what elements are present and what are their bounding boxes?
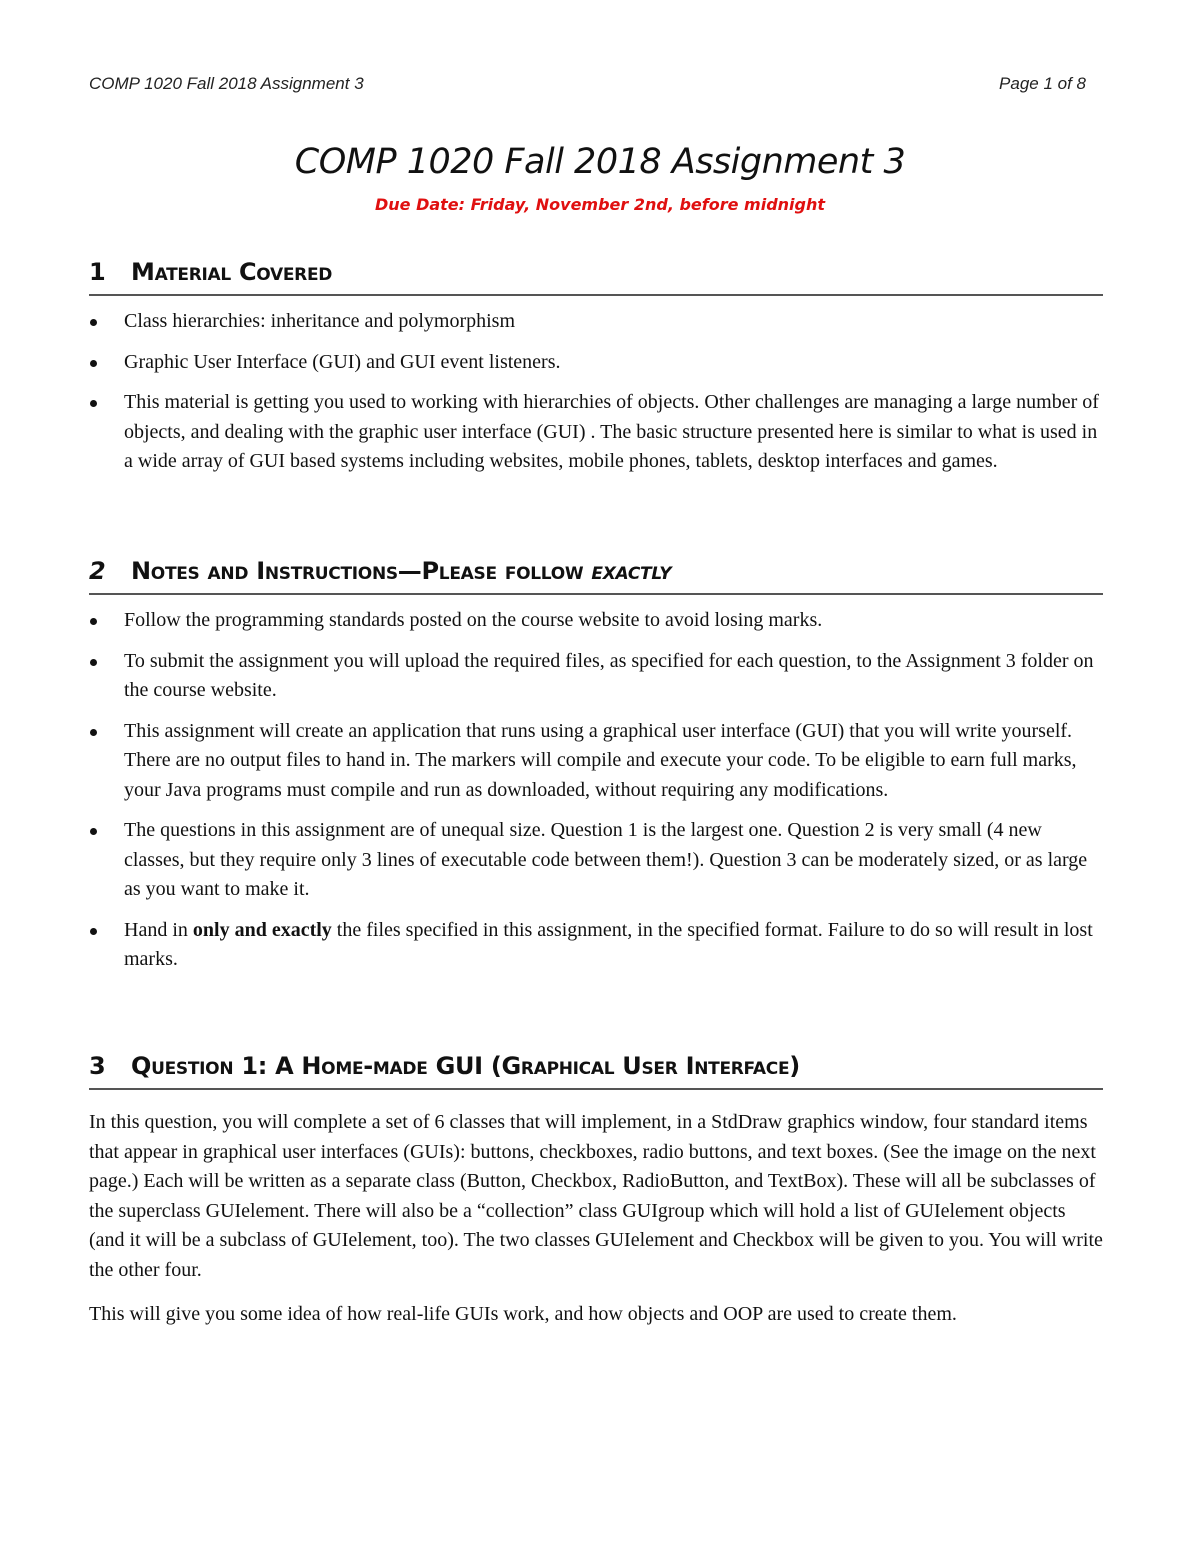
section-material-covered: [89, 258, 1103, 477]
list-item: [89, 606, 1103, 636]
list-item: [89, 916, 1103, 975]
list-item-text: This material is getting you used to working with hierarchies of objects. Other challenges are managing a large number of objects, and dealing with the graphic user interface (GUI) . The basic structure presented here is similar to what is used in a wide array of GUI based systems including websites, mobile phones, tablets, desktop interfaces and games.: [124, 391, 1099, 472]
list-item-text: Follow the programming standards posted on the course website to avoid losing marks.: [124, 609, 823, 631]
list-item-text: the files specified in this assignment, in the specified format. Failure to do so will result in lost marks.: [124, 918, 1093, 970]
due-date: Due Date: Friday, November 2nd, before midnight: [374, 195, 826, 214]
paragraph: In this question, you will complete a set of 6 classes that will implement, in a StdDraw graphics window, four standard items that appear in graphical user interfaces (GUIs): buttons, checkboxes, radio buttons, and text boxes. (See the image on the next page.) Each will be written as a separate class (Button, Checkbox, RadioButton, and TextBox). These will all be subclasses of the superclass GUIelement. There will also be a “collection” class GUIgroup which will hold a list of GUIelement objects (and it will be a subclass of GUIelement, too). The two classes GUIelement and Checkbox will be given to you. You will write the other four.: [89, 1111, 1103, 1281]
section-title: [131, 557, 671, 585]
list-item: [89, 816, 1103, 905]
bullet-icon: [90, 828, 97, 835]
list-item-bold-text: only and exactly: [192, 918, 332, 941]
list-item: [89, 307, 1103, 337]
bullet-icon: [90, 319, 97, 326]
list-item-text: Graphic User Interface (GUI) and GUI event listeners.: [124, 350, 561, 373]
section-title: Question 1: A Home-made GUI (Graphical User Interface): [131, 1052, 800, 1080]
header-page-number: Page 1 of 8: [999, 74, 1086, 93]
bullet-icon: [90, 618, 97, 625]
list-item: [89, 388, 1103, 477]
section-title-main: Notes and Instructions—Please follow: [131, 557, 592, 585]
list-item-text: The questions in this assignment are of unequal size. Question 1 is the largest one. Question 2 is very small (4 new classes, but they require only 3 lines of executable code between them!). Question 3 can be moderately sized, or as large as you want to make it.: [124, 819, 1088, 900]
section-number: 1: [89, 258, 106, 286]
section-title: Material Covered: [131, 258, 333, 286]
bullet-icon: [90, 928, 97, 935]
header-course-title: COMP 1020 Fall 2018 Assignment 3: [89, 74, 364, 93]
list-item-text: This assignment will create an application that runs using a graphical user interface (GUI) that you will write yourself. There are no output files to hand in. The markers will compile and execute your code. To be eligible to earn full marks, your Java programs must compile and run as downloaded, without requiring any modifications.: [124, 719, 1077, 801]
section-number: 2: [89, 557, 106, 585]
section-heading: [89, 557, 1103, 595]
paragraph: This will give you some idea of how real-life GUIs work, and how objects and OOP are used to create them.: [89, 1303, 957, 1325]
list-item-text: To submit the assignment you will upload the required files, as specified for each question, to the Assignment 3 folder on the course website.: [124, 649, 1094, 701]
bullet-list: [89, 606, 1103, 975]
list-item: [89, 348, 1103, 378]
bullet-list: [89, 307, 1103, 477]
bullet-icon: [90, 659, 97, 666]
section-question-1: [89, 1052, 1103, 1330]
list-item-text: Class hierarchies: inheritance and polymorphism: [124, 310, 516, 332]
bullet-icon: [90, 729, 97, 736]
bullet-icon: [90, 360, 97, 367]
document-title: COMP 1020 Fall 2018 Assignment 3: [294, 142, 906, 182]
list-item-text: Hand in: [124, 918, 193, 941]
list-item: [89, 647, 1103, 706]
section-title-emphasis: exactly: [591, 557, 672, 585]
section-number: 3: [89, 1052, 106, 1080]
section-heading: [89, 1052, 1103, 1090]
section-heading: [89, 258, 1103, 296]
section-notes-instructions: [89, 557, 1103, 975]
page-header: [89, 74, 1086, 100]
bullet-icon: [90, 400, 97, 407]
list-item: [89, 717, 1103, 806]
